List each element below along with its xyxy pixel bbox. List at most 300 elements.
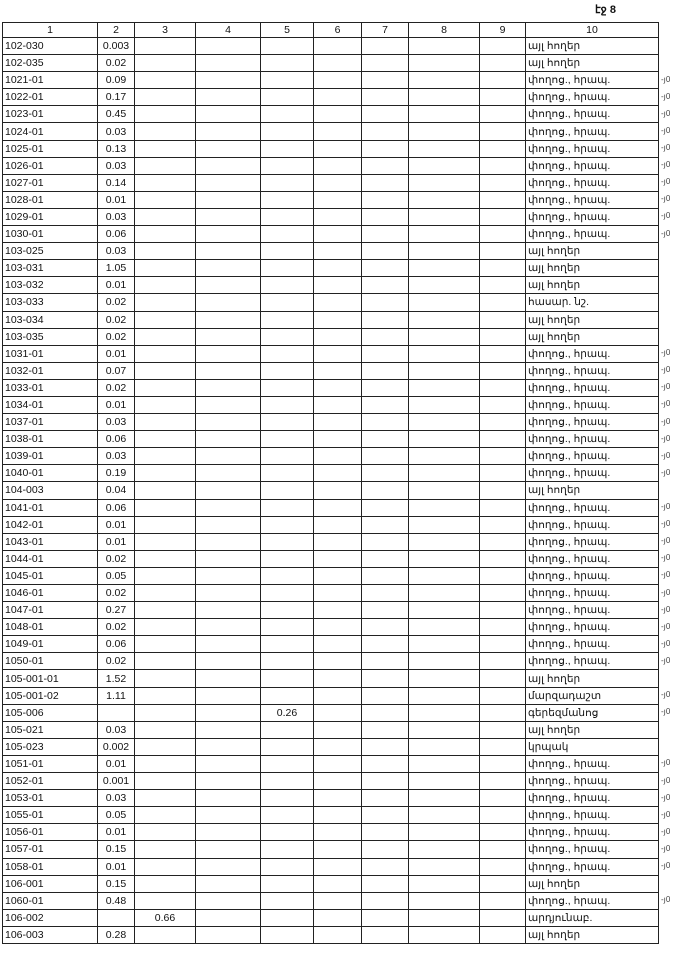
cell-col5 xyxy=(261,602,314,619)
cell-description: փողոց., հրապ. xyxy=(526,653,659,670)
cell-col4 xyxy=(196,499,261,516)
cell-col7 xyxy=(362,738,409,755)
cell-col8 xyxy=(409,550,480,567)
cell-col7 xyxy=(362,396,409,413)
cell-col5 xyxy=(261,533,314,550)
cell-col3 xyxy=(135,670,196,687)
cell-code: 1047-01 xyxy=(3,602,98,619)
table-row xyxy=(3,226,659,243)
cell-col8 xyxy=(409,140,480,157)
cell-col4 xyxy=(196,465,261,482)
column-header-10: 10 xyxy=(526,23,659,38)
cell-description: փողոց., հրապ. xyxy=(526,636,659,653)
cell-col4 xyxy=(196,414,261,431)
cell-col7 xyxy=(362,482,409,499)
cell-col7 xyxy=(362,807,409,824)
cell-col5 xyxy=(261,841,314,858)
table-row xyxy=(3,585,659,602)
cell-col7 xyxy=(362,431,409,448)
cell-col4 xyxy=(196,482,261,499)
cell-area: 0.45 xyxy=(98,106,135,123)
cell-col7 xyxy=(362,499,409,516)
cell-description: այլ հողեր xyxy=(526,721,659,738)
cell-code: 1026-01 xyxy=(3,157,98,174)
cell-description: այլ հողեր xyxy=(526,38,659,55)
cell-col9 xyxy=(480,157,526,174)
cell-code: 1040-01 xyxy=(3,465,98,482)
cell-col9 xyxy=(480,174,526,191)
cell-col7 xyxy=(362,174,409,191)
cell-col8 xyxy=(409,294,480,311)
margin-marker: -յ0 xyxy=(661,758,671,768)
cell-col5 xyxy=(261,277,314,294)
cell-description: այլ հողեր xyxy=(526,260,659,277)
cell-col3 xyxy=(135,790,196,807)
cell-code: 106-003 xyxy=(3,926,98,943)
cell-col3 xyxy=(135,721,196,738)
margin-marker: -յ0 xyxy=(661,792,671,802)
cell-description: փողոց., հրապ. xyxy=(526,567,659,584)
cell-code: 1045-01 xyxy=(3,567,98,584)
cell-col3 xyxy=(135,482,196,499)
table-row xyxy=(3,277,659,294)
cell-col3 xyxy=(135,379,196,396)
cell-col3 xyxy=(135,226,196,243)
cell-col3 xyxy=(135,465,196,482)
cell-col6 xyxy=(314,773,362,790)
cell-area: 0.003 xyxy=(98,38,135,55)
cell-col3 xyxy=(135,89,196,106)
cell-area: 0.03 xyxy=(98,243,135,260)
cell-col9 xyxy=(480,790,526,807)
cell-col4 xyxy=(196,567,261,584)
cell-area: 0.02 xyxy=(98,550,135,567)
cell-col9 xyxy=(480,89,526,106)
table-row xyxy=(3,379,659,396)
cell-col9 xyxy=(480,277,526,294)
cell-area: 0.01 xyxy=(98,191,135,208)
cell-col6 xyxy=(314,755,362,772)
cell-col6 xyxy=(314,909,362,926)
table-row xyxy=(3,516,659,533)
cell-col4 xyxy=(196,653,261,670)
cell-col7 xyxy=(362,687,409,704)
cell-col6 xyxy=(314,294,362,311)
cell-description: արդյունաբ. xyxy=(526,909,659,926)
cell-area: 0.06 xyxy=(98,499,135,516)
cell-col5 xyxy=(261,653,314,670)
cell-col8 xyxy=(409,875,480,892)
cell-col6 xyxy=(314,892,362,909)
margin-marker: -յ0 xyxy=(661,553,671,563)
cell-area: 0.03 xyxy=(98,448,135,465)
cell-area: 0.07 xyxy=(98,362,135,379)
cell-area xyxy=(98,704,135,721)
cell-code: 102-035 xyxy=(3,55,98,72)
cell-col3 xyxy=(135,123,196,140)
cell-col5 xyxy=(261,550,314,567)
cell-code: 1024-01 xyxy=(3,123,98,140)
cell-col4 xyxy=(196,773,261,790)
table-row xyxy=(3,926,659,943)
cell-code: 1027-01 xyxy=(3,174,98,191)
cell-col9 xyxy=(480,55,526,72)
cell-col4 xyxy=(196,277,261,294)
column-header-7: 7 xyxy=(362,23,409,38)
cell-description: այլ հողեր xyxy=(526,55,659,72)
cell-description: փողոց., հրապ. xyxy=(526,106,659,123)
cell-code: 1033-01 xyxy=(3,379,98,396)
cell-col8 xyxy=(409,362,480,379)
cell-col3 xyxy=(135,807,196,824)
cell-col4 xyxy=(196,379,261,396)
cell-description: փողոց., հրապ. xyxy=(526,841,659,858)
cell-col3 xyxy=(135,516,196,533)
cell-col7 xyxy=(362,123,409,140)
cell-col5 xyxy=(261,824,314,841)
cell-col6 xyxy=(314,226,362,243)
cell-col9 xyxy=(480,516,526,533)
cell-description: փողոց., հրապ. xyxy=(526,208,659,225)
cell-code: 1028-01 xyxy=(3,191,98,208)
cell-col6 xyxy=(314,687,362,704)
margin-marker: -յ0 xyxy=(661,211,671,221)
cell-col9 xyxy=(480,499,526,516)
cell-code: 103-035 xyxy=(3,328,98,345)
table-row xyxy=(3,670,659,687)
cell-col3 xyxy=(135,567,196,584)
cell-col8 xyxy=(409,277,480,294)
cell-col6 xyxy=(314,567,362,584)
cell-code: 104-003 xyxy=(3,482,98,499)
cell-area: 1.11 xyxy=(98,687,135,704)
cell-col9 xyxy=(480,345,526,362)
cell-col8 xyxy=(409,191,480,208)
cell-code: 1046-01 xyxy=(3,585,98,602)
cell-col7 xyxy=(362,328,409,345)
cell-col6 xyxy=(314,123,362,140)
cell-col6 xyxy=(314,602,362,619)
cell-code: 1057-01 xyxy=(3,841,98,858)
cell-area: 0.28 xyxy=(98,926,135,943)
cell-col7 xyxy=(362,294,409,311)
cell-col7 xyxy=(362,585,409,602)
table-row xyxy=(3,55,659,72)
cell-col3 xyxy=(135,106,196,123)
cell-col8 xyxy=(409,909,480,926)
cell-col9 xyxy=(480,653,526,670)
cell-col5 xyxy=(261,858,314,875)
cell-area: 0.05 xyxy=(98,567,135,584)
cell-col6 xyxy=(314,157,362,174)
cell-col5 xyxy=(261,773,314,790)
cell-col3 xyxy=(135,824,196,841)
table-row xyxy=(3,157,659,174)
cell-area: 0.02 xyxy=(98,379,135,396)
table-row xyxy=(3,294,659,311)
cell-description: փողոց., հրապ. xyxy=(526,585,659,602)
cell-col4 xyxy=(196,824,261,841)
cell-col6 xyxy=(314,670,362,687)
cell-col4 xyxy=(196,790,261,807)
cell-col9 xyxy=(480,208,526,225)
cell-col8 xyxy=(409,448,480,465)
cell-col6 xyxy=(314,174,362,191)
column-header-8: 8 xyxy=(409,23,480,38)
cell-col3 xyxy=(135,157,196,174)
cell-col4 xyxy=(196,619,261,636)
cell-col5 xyxy=(261,123,314,140)
cell-code: 1021-01 xyxy=(3,72,98,89)
cell-col5 xyxy=(261,807,314,824)
cell-col4 xyxy=(196,670,261,687)
land-register-table xyxy=(2,22,659,944)
cell-code: 1058-01 xyxy=(3,858,98,875)
cell-description: այլ հողեր xyxy=(526,875,659,892)
cell-col8 xyxy=(409,738,480,755)
cell-col9 xyxy=(480,841,526,858)
cell-code: 1044-01 xyxy=(3,550,98,567)
cell-col8 xyxy=(409,687,480,704)
cell-col5 xyxy=(261,636,314,653)
cell-code: 1049-01 xyxy=(3,636,98,653)
table-row xyxy=(3,345,659,362)
cell-col9 xyxy=(480,362,526,379)
cell-col6 xyxy=(314,550,362,567)
cell-col9 xyxy=(480,909,526,926)
cell-description: փողոց., հրապ. xyxy=(526,499,659,516)
cell-col8 xyxy=(409,619,480,636)
cell-area: 0.02 xyxy=(98,328,135,345)
cell-code: 1031-01 xyxy=(3,345,98,362)
cell-col6 xyxy=(314,38,362,55)
cell-col8 xyxy=(409,533,480,550)
cell-col9 xyxy=(480,704,526,721)
cell-col7 xyxy=(362,516,409,533)
cell-col8 xyxy=(409,157,480,174)
cell-code: 105-021 xyxy=(3,721,98,738)
cell-description: փողոց., հրապ. xyxy=(526,465,659,482)
cell-col7 xyxy=(362,72,409,89)
cell-area: 0.05 xyxy=(98,807,135,824)
margin-marker: -յ0 xyxy=(661,74,671,84)
cell-description: փողոց., հրապ. xyxy=(526,619,659,636)
cell-col9 xyxy=(480,243,526,260)
cell-description: փողոց., հրապ. xyxy=(526,89,659,106)
cell-col5 xyxy=(261,926,314,943)
cell-col8 xyxy=(409,72,480,89)
cell-col5 xyxy=(261,482,314,499)
cell-col8 xyxy=(409,38,480,55)
cell-area: 0.001 xyxy=(98,773,135,790)
cell-col8 xyxy=(409,704,480,721)
cell-col8 xyxy=(409,243,480,260)
table-row xyxy=(3,396,659,413)
cell-description: մարզադաշտ xyxy=(526,687,659,704)
cell-area: 0.01 xyxy=(98,824,135,841)
cell-col8 xyxy=(409,926,480,943)
cell-col7 xyxy=(362,140,409,157)
cell-description: գերեզմանոց xyxy=(526,704,659,721)
margin-marker: -յ0 xyxy=(661,570,671,580)
cell-col6 xyxy=(314,790,362,807)
cell-area: 0.01 xyxy=(98,533,135,550)
table-row xyxy=(3,499,659,516)
cell-col7 xyxy=(362,567,409,584)
cell-code: 1037-01 xyxy=(3,414,98,431)
cell-col3 xyxy=(135,174,196,191)
cell-area: 1.05 xyxy=(98,260,135,277)
table-row xyxy=(3,243,659,260)
cell-col8 xyxy=(409,841,480,858)
cell-description: փողոց., հրապ. xyxy=(526,191,659,208)
cell-col3 xyxy=(135,362,196,379)
cell-col9 xyxy=(480,755,526,772)
table-row xyxy=(3,140,659,157)
cell-description: փողոց., հրապ. xyxy=(526,824,659,841)
cell-col6 xyxy=(314,396,362,413)
cell-col7 xyxy=(362,226,409,243)
cell-area: 0.02 xyxy=(98,55,135,72)
cell-code: 103-034 xyxy=(3,311,98,328)
column-header-1: 1 xyxy=(3,23,98,38)
cell-col6 xyxy=(314,636,362,653)
cell-col9 xyxy=(480,414,526,431)
table-row xyxy=(3,89,659,106)
cell-col9 xyxy=(480,738,526,755)
margin-marker: -յ0 xyxy=(661,519,671,529)
cell-code: 103-031 xyxy=(3,260,98,277)
cell-area: 0.02 xyxy=(98,585,135,602)
cell-description: կրպակ xyxy=(526,738,659,755)
cell-col5 xyxy=(261,379,314,396)
cell-col9 xyxy=(480,226,526,243)
cell-col3 xyxy=(135,55,196,72)
cell-area: 0.01 xyxy=(98,277,135,294)
cell-col6 xyxy=(314,926,362,943)
cell-col5 xyxy=(261,755,314,772)
cell-col6 xyxy=(314,277,362,294)
table-row xyxy=(3,448,659,465)
cell-description: այլ հողեր xyxy=(526,926,659,943)
cell-col6 xyxy=(314,208,362,225)
cell-area: 0.48 xyxy=(98,892,135,909)
cell-col9 xyxy=(480,602,526,619)
cell-col7 xyxy=(362,533,409,550)
table-row xyxy=(3,550,659,567)
margin-marker: -յ0 xyxy=(661,416,671,426)
cell-description: այլ հողեր xyxy=(526,243,659,260)
cell-col5 xyxy=(261,311,314,328)
cell-col9 xyxy=(480,482,526,499)
cell-col3 xyxy=(135,602,196,619)
cell-description: փողոց., հրապ. xyxy=(526,362,659,379)
cell-col3 xyxy=(135,533,196,550)
table-row xyxy=(3,362,659,379)
margin-marker: -յ0 xyxy=(661,809,671,819)
cell-col7 xyxy=(362,243,409,260)
cell-area: 0.15 xyxy=(98,841,135,858)
cell-code: 1060-01 xyxy=(3,892,98,909)
cell-col5 xyxy=(261,55,314,72)
column-header-5: 5 xyxy=(261,23,314,38)
cell-col7 xyxy=(362,38,409,55)
cell-col3 xyxy=(135,277,196,294)
cell-col8 xyxy=(409,89,480,106)
cell-col8 xyxy=(409,773,480,790)
cell-col8 xyxy=(409,208,480,225)
cell-code: 103-025 xyxy=(3,243,98,260)
cell-col4 xyxy=(196,807,261,824)
column-header-4: 4 xyxy=(196,23,261,38)
cell-description: փողոց., հրապ. xyxy=(526,892,659,909)
cell-code: 1038-01 xyxy=(3,431,98,448)
table-row xyxy=(3,636,659,653)
cell-col9 xyxy=(480,396,526,413)
cell-col9 xyxy=(480,824,526,841)
table-body xyxy=(3,38,659,944)
cell-col5 xyxy=(261,226,314,243)
cell-col4 xyxy=(196,362,261,379)
cell-col7 xyxy=(362,311,409,328)
cell-area: 0.03 xyxy=(98,208,135,225)
cell-description: փողոց., հրապ. xyxy=(526,174,659,191)
cell-col8 xyxy=(409,482,480,499)
cell-col8 xyxy=(409,824,480,841)
cell-area: 0.13 xyxy=(98,140,135,157)
cell-col6 xyxy=(314,482,362,499)
cell-description: փողոց., հրապ. xyxy=(526,790,659,807)
cell-col8 xyxy=(409,123,480,140)
cell-description: հասար. նշ. xyxy=(526,294,659,311)
cell-col5 xyxy=(261,431,314,448)
cell-col8 xyxy=(409,499,480,516)
cell-col3 xyxy=(135,448,196,465)
cell-col7 xyxy=(362,106,409,123)
cell-col4 xyxy=(196,140,261,157)
column-header-6: 6 xyxy=(314,23,362,38)
cell-col3 xyxy=(135,550,196,567)
cell-col4 xyxy=(196,602,261,619)
cell-col4 xyxy=(196,208,261,225)
cell-col4 xyxy=(196,157,261,174)
margin-marker: -յ0 xyxy=(661,638,671,648)
cell-code: 1023-01 xyxy=(3,106,98,123)
cell-area: 0.02 xyxy=(98,619,135,636)
cell-col3 xyxy=(135,72,196,89)
table-row xyxy=(3,790,659,807)
column-header-3: 3 xyxy=(135,23,196,38)
cell-area: 0.01 xyxy=(98,858,135,875)
table-row xyxy=(3,191,659,208)
cell-col8 xyxy=(409,328,480,345)
cell-col3 xyxy=(135,841,196,858)
cell-area: 0.03 xyxy=(98,414,135,431)
cell-col7 xyxy=(362,208,409,225)
cell-col5 xyxy=(261,191,314,208)
cell-col4 xyxy=(196,243,261,260)
cell-col5 xyxy=(261,345,314,362)
cell-area: 0.06 xyxy=(98,431,135,448)
cell-col9 xyxy=(480,687,526,704)
cell-col9 xyxy=(480,431,526,448)
cell-col7 xyxy=(362,448,409,465)
table-row xyxy=(3,602,659,619)
cell-col4 xyxy=(196,585,261,602)
table-row xyxy=(3,892,659,909)
cell-col6 xyxy=(314,379,362,396)
cell-col9 xyxy=(480,567,526,584)
